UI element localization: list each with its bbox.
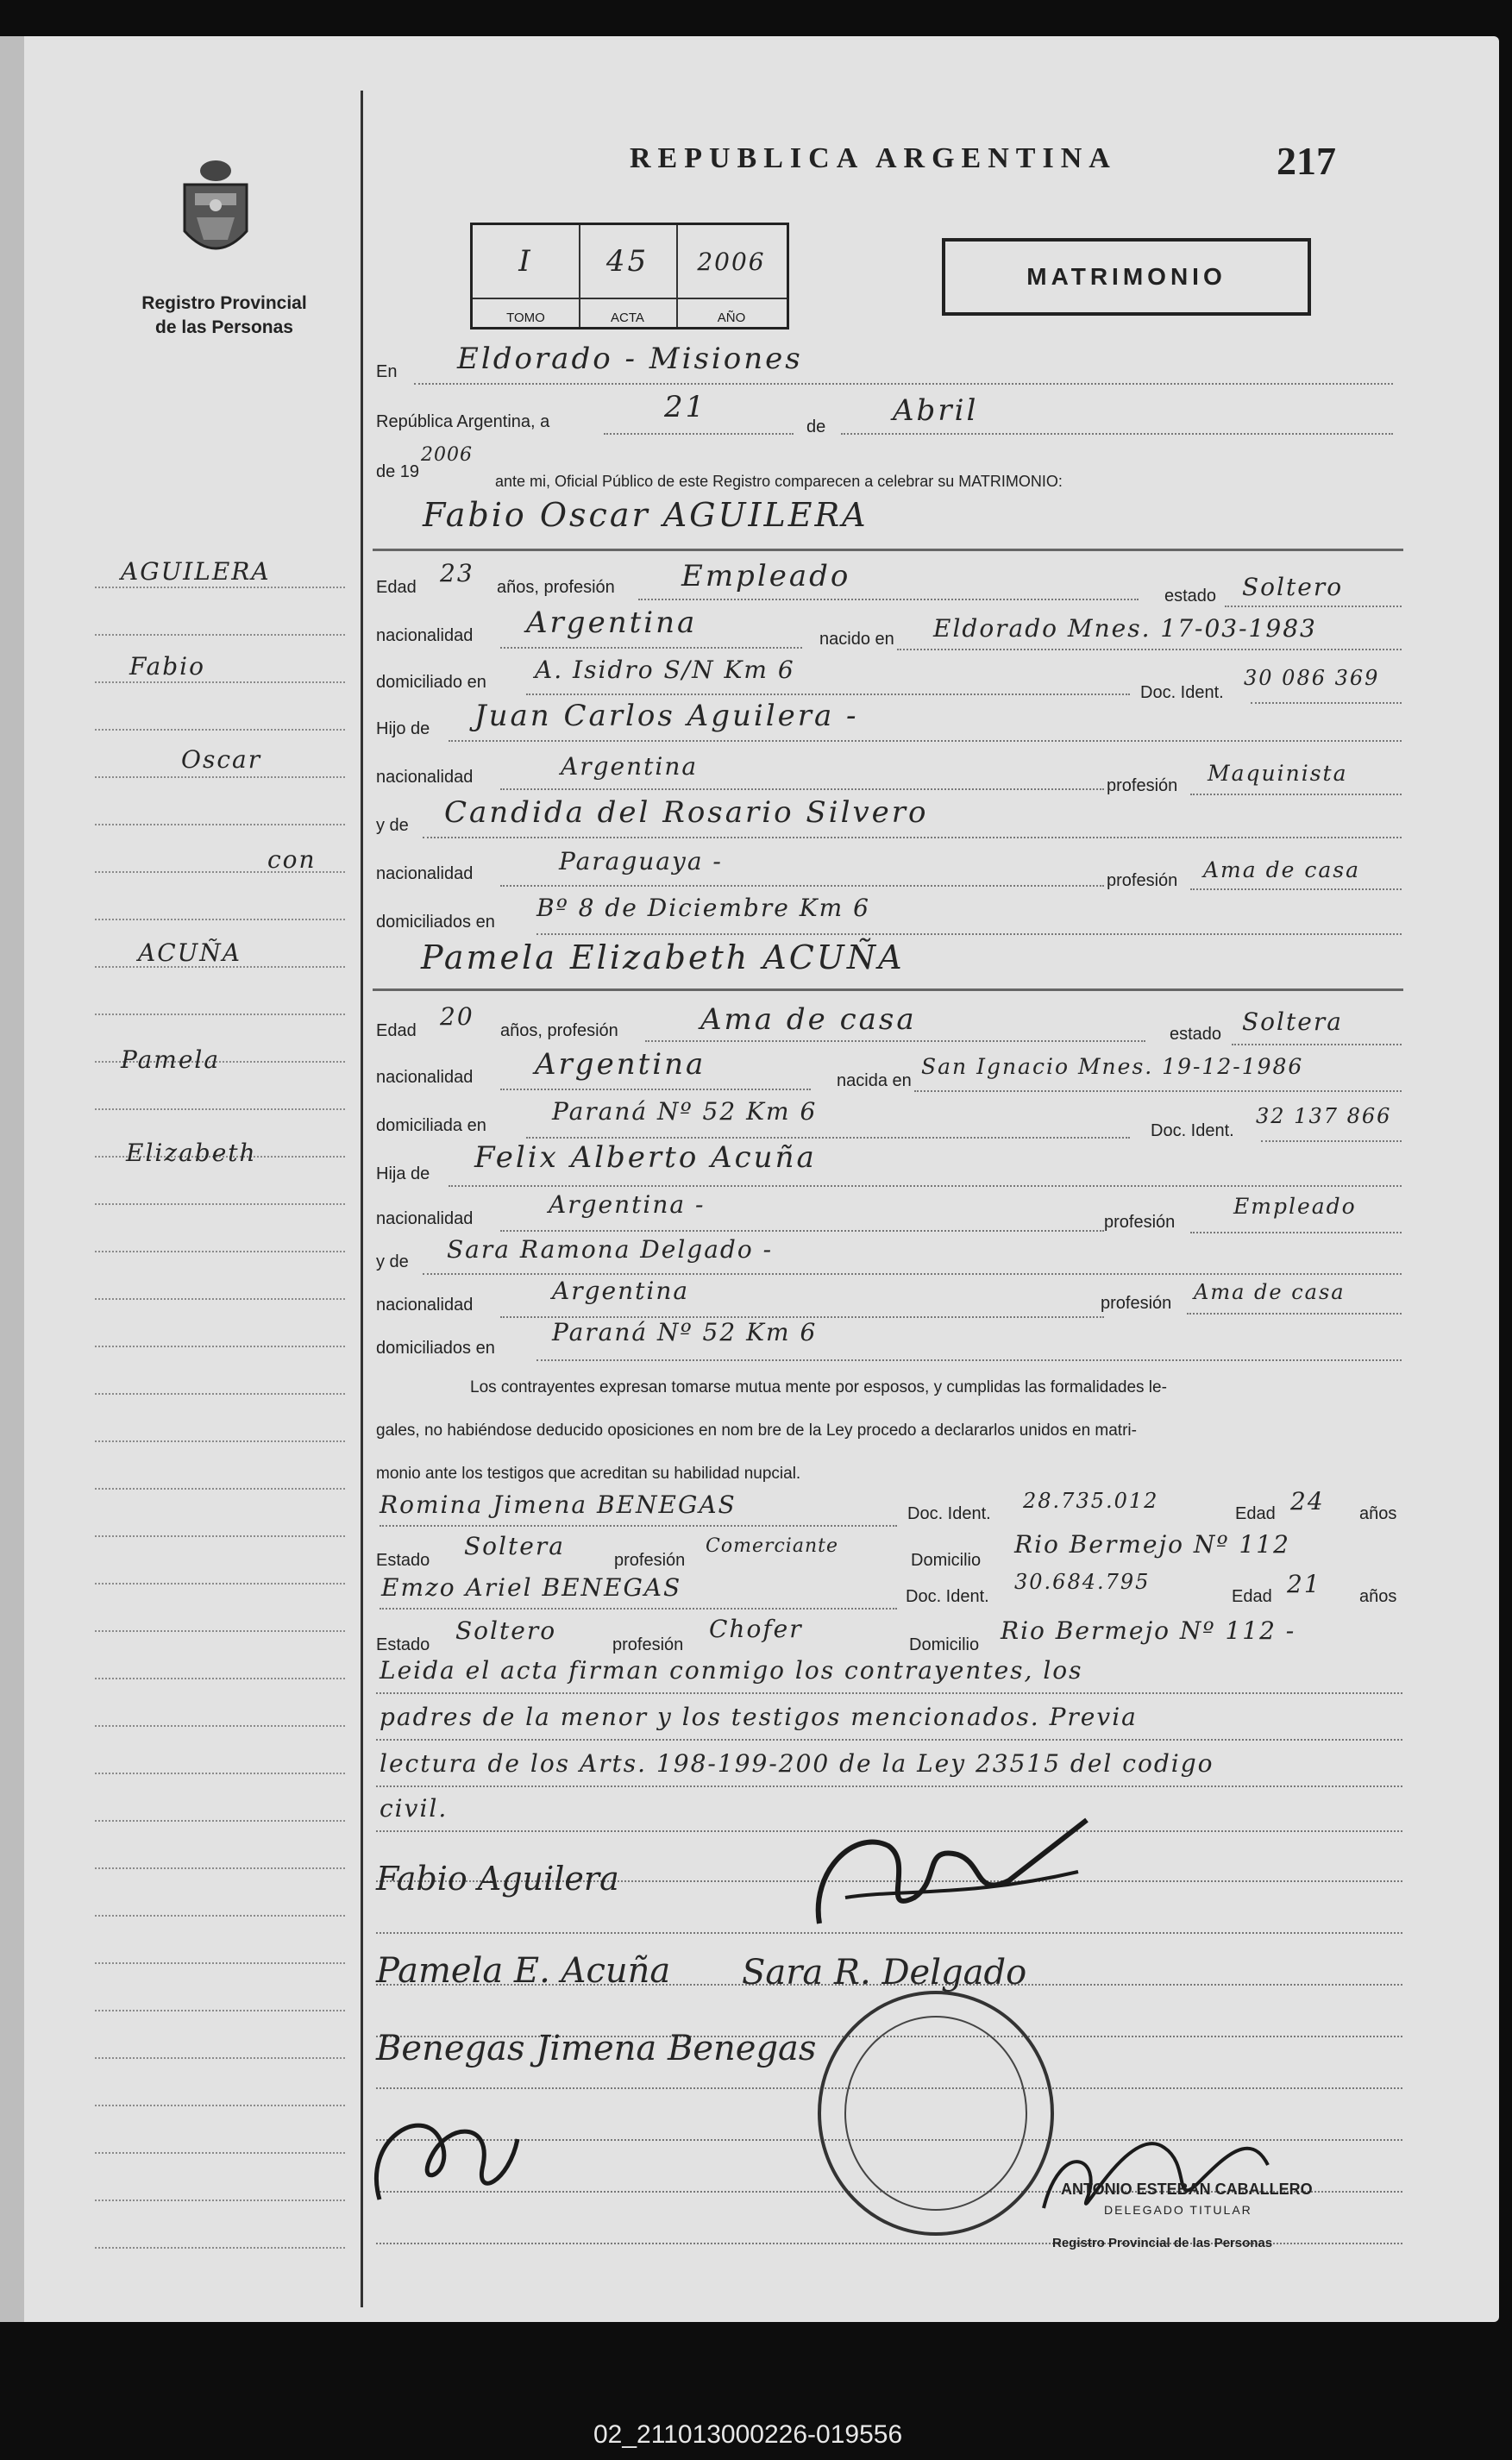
margin-rule-29 bbox=[95, 1915, 345, 1917]
tomo-cell bbox=[473, 225, 580, 327]
margin-rule-18 bbox=[95, 1393, 345, 1395]
groom-father-line bbox=[449, 740, 1402, 742]
margin-rule-3 bbox=[95, 681, 345, 683]
de-label: de bbox=[806, 417, 826, 436]
day-value: 21 bbox=[664, 390, 707, 424]
bride-fnat-line bbox=[500, 1230, 1104, 1232]
bride-fprof-line bbox=[1190, 1232, 1402, 1233]
groom-fprof-label: profesión bbox=[1107, 776, 1178, 795]
bride-signature: Pamela E. Acuña bbox=[376, 1951, 671, 1991]
margin-rule-30 bbox=[95, 1962, 345, 1964]
bride-dom-label: domiciliada en bbox=[376, 1116, 486, 1135]
bride-father-line bbox=[449, 1185, 1402, 1187]
groom-section-rule bbox=[373, 549, 1403, 551]
republica-label: República Argentina, a bbox=[376, 412, 550, 431]
bride-mother-nat: Argentina bbox=[552, 1277, 690, 1305]
coat-of-arms-icon bbox=[173, 154, 259, 266]
bride-mother-prof: Ama de casa bbox=[1194, 1280, 1346, 1304]
officer-signature-mark bbox=[794, 1794, 1104, 1941]
witness-1-line bbox=[380, 1525, 897, 1527]
witness-1-prof-label: profesión bbox=[614, 1551, 686, 1570]
witness-2-dom-label: Domicilio bbox=[909, 1635, 980, 1654]
groom-signature: Fabio Aguilera bbox=[376, 1860, 619, 1898]
witness-1-doc-label: Doc. Ident. bbox=[907, 1504, 991, 1523]
groom-estado-line bbox=[1225, 606, 1402, 607]
witness-1-doc: 28.735.012 bbox=[1023, 1489, 1159, 1513]
margin-rule-33 bbox=[95, 2105, 345, 2106]
acta-label: ACTA bbox=[611, 311, 644, 325]
bride-section-rule bbox=[373, 988, 1403, 991]
bride-age: 20 bbox=[440, 1002, 474, 1031]
box-divider bbox=[473, 298, 787, 299]
groom-father-prof: Maquinista bbox=[1208, 761, 1348, 786]
bride-mother: Sara Ramona Delgado - bbox=[447, 1235, 774, 1264]
witness-1-estado: Soltera bbox=[464, 1532, 565, 1560]
ano-cell bbox=[676, 225, 787, 327]
groom-yde-label: y de bbox=[376, 816, 409, 835]
bride-father-prof: Empleado bbox=[1233, 1194, 1357, 1219]
margin-rule-8 bbox=[95, 919, 345, 920]
groom-mnat-line bbox=[500, 885, 1104, 887]
bride-mother-line bbox=[423, 1273, 1402, 1275]
stamp-role: DELEGADO TITULAR bbox=[1104, 2203, 1252, 2217]
stamp-office: Registro Provincial de las Personas bbox=[1052, 2236, 1273, 2250]
witness-scribble-mark bbox=[345, 2087, 535, 2217]
margin-rule-15 bbox=[95, 1251, 345, 1252]
groom-parents-dom: Bº 8 de Diciembre Km 6 bbox=[536, 894, 870, 922]
year-prefix: de 19 bbox=[376, 462, 420, 481]
margin-rule-16 bbox=[95, 1298, 345, 1300]
ante-text: ante mi, Oficial Público de este Registro comparecen a celebrar su MATRIMONIO: bbox=[495, 473, 1063, 490]
year-value: 2006 bbox=[421, 444, 473, 466]
bride-nationality: Argentina bbox=[535, 1047, 706, 1082]
witness-2-estado-label: Estado bbox=[376, 1635, 430, 1654]
witness-1-age: 24 bbox=[1290, 1487, 1325, 1516]
groom-father-nat: Argentina bbox=[561, 752, 699, 781]
bride-profesion-label: años, profesión bbox=[500, 1021, 618, 1040]
groom-prof-line bbox=[638, 599, 1139, 600]
witness-1-domicilio: Rio Bermejo Nº 112 bbox=[1014, 1530, 1290, 1559]
groom-birthplace: Eldorado Mnes. 17-03-1983 bbox=[933, 614, 1317, 643]
witness-2-name: Emzo Ariel BENEGAS bbox=[381, 1573, 682, 1602]
file-id-label: 02_211013000226-019556 bbox=[593, 2420, 903, 2449]
bride-fnat-label: nacionalidad bbox=[376, 1209, 474, 1228]
bride-doc: 32 137 866 bbox=[1256, 1104, 1392, 1128]
groom-mnat-label: nacionalidad bbox=[376, 864, 474, 883]
acta-value: 45 bbox=[605, 244, 649, 279]
bride-estado-line bbox=[1232, 1044, 1402, 1045]
margin-rule-10 bbox=[95, 1013, 345, 1015]
bride-pdom-line bbox=[536, 1359, 1402, 1361]
bride-prof-line bbox=[645, 1040, 1145, 1042]
bride-profession: Ama de casa bbox=[700, 1002, 917, 1037]
margin-rule-12 bbox=[95, 1108, 345, 1110]
groom-dom-label: domiciliado en bbox=[376, 673, 486, 692]
margin-divider bbox=[361, 91, 363, 2307]
witness-2-anos-label: años bbox=[1359, 1587, 1397, 1606]
officer-stamp bbox=[1026, 2105, 1380, 2269]
note-rule-1 bbox=[376, 1692, 1402, 1694]
bride-mprof-line bbox=[1187, 1313, 1402, 1315]
witness-1-anos-label: años bbox=[1359, 1504, 1397, 1523]
witness-1-dom-label: Domicilio bbox=[911, 1551, 982, 1570]
groom-fnat-line bbox=[500, 788, 1104, 790]
margin-rule-22 bbox=[95, 1583, 345, 1585]
bride-mprof-label: profesión bbox=[1101, 1294, 1172, 1313]
margin-surname-groom: AGUILERA bbox=[121, 557, 271, 586]
month-value: Abril bbox=[893, 393, 979, 428]
note-rule-3 bbox=[376, 1785, 1402, 1787]
declaration-line-3: monio ante los testigos que acreditan su habilidad nupcial. bbox=[376, 1465, 801, 1483]
groom-birth-line bbox=[897, 649, 1402, 650]
margin-rule-6 bbox=[95, 824, 345, 825]
groom-edad-label: Edad bbox=[376, 578, 417, 597]
note-line-1: Leida el acta firman conmigo los contrayentes, los bbox=[380, 1656, 1083, 1685]
groom-doc-line bbox=[1251, 702, 1402, 704]
bride-father-nat: Argentina - bbox=[549, 1190, 706, 1219]
margin-middle-name-groom: Oscar bbox=[181, 745, 262, 774]
witness-1-edad-label: Edad bbox=[1235, 1504, 1276, 1523]
witness-2-estado: Soltero bbox=[455, 1616, 557, 1645]
bride-nac-label: nacionalidad bbox=[376, 1068, 474, 1087]
bride-pdom-label: domiciliados en bbox=[376, 1339, 495, 1358]
groom-doc-label: Doc. Ident. bbox=[1140, 683, 1224, 702]
margin-middle-name-bride: Elizabeth bbox=[126, 1139, 257, 1167]
margin-rule-36 bbox=[95, 2247, 345, 2249]
groom-mother: Candida del Rosario Silvero bbox=[444, 795, 929, 830]
margin-rule-28 bbox=[95, 1867, 345, 1869]
stamp-name: ANTONIO ESTEBAN CABALLERO bbox=[1061, 2181, 1313, 2198]
mother-signature: Sara R. Delgado bbox=[742, 1953, 1027, 1992]
day-line bbox=[604, 433, 794, 435]
margin-first-name-bride: Pamela bbox=[121, 1045, 221, 1074]
bride-nacida-label: nacida en bbox=[837, 1071, 912, 1090]
groom-mprof-line bbox=[1190, 888, 1402, 890]
ano-value: 2006 bbox=[697, 248, 766, 276]
groom-mother-prof: Ama de casa bbox=[1203, 857, 1360, 882]
bride-mnat-label: nacionalidad bbox=[376, 1296, 474, 1315]
declaration-line-1: Los contrayentes expresan tomarse mutua mente por esposos, y cumplidas las formalidades le- bbox=[470, 1378, 1167, 1396]
witnesses-signature: Benegas Jimena Benegas bbox=[376, 2029, 817, 2068]
bride-address: Paraná Nº 52 Km 6 bbox=[552, 1097, 818, 1126]
margin-rule-5 bbox=[95, 776, 345, 778]
bride-father: Felix Alberto Acuña bbox=[474, 1140, 817, 1175]
margin-rule-17 bbox=[95, 1346, 345, 1347]
registry-label: Registro Provincial de las Personas bbox=[141, 293, 307, 337]
bride-dom-line bbox=[526, 1137, 1130, 1139]
doc-type-box bbox=[942, 238, 1311, 316]
bride-hija-label: Hija de bbox=[376, 1164, 430, 1183]
note-line-3: lectura de los Arts. 198-199-200 de la Ley 23515 del codigo bbox=[380, 1749, 1214, 1778]
groom-father: Juan Carlos Aguilera - bbox=[474, 699, 859, 733]
note-line-2: padres de la menor y los testigos mencionados. Previa bbox=[380, 1703, 1138, 1731]
groom-profesion-label: años, profesión bbox=[497, 578, 615, 597]
place-value: Eldorado - Misiones bbox=[457, 342, 803, 376]
bride-doc-label: Doc. Ident. bbox=[1151, 1121, 1234, 1140]
groom-fprof-line bbox=[1190, 794, 1402, 795]
margin-rule-26 bbox=[95, 1773, 345, 1774]
margin-rule-32 bbox=[95, 2057, 345, 2059]
bride-birthplace: San Ignacio Mnes. 19-12-1986 bbox=[921, 1054, 1304, 1079]
groom-pdom-line bbox=[536, 933, 1402, 935]
groom-profession: Empleado bbox=[681, 559, 851, 593]
page-number: 217 bbox=[1277, 139, 1336, 183]
margin-rule-23 bbox=[95, 1630, 345, 1632]
witness-2-edad-label: Edad bbox=[1232, 1587, 1272, 1606]
binding-gutter bbox=[0, 36, 24, 2322]
groom-age: 23 bbox=[440, 559, 474, 587]
margin-rule-35 bbox=[95, 2200, 345, 2201]
groom-nac-label: nacionalidad bbox=[376, 626, 474, 645]
doc-type-label: MATRIMONIO bbox=[1026, 263, 1227, 290]
witness-2-profession: Chofer bbox=[709, 1615, 803, 1643]
place-line bbox=[414, 383, 1393, 385]
margin-rule-2 bbox=[95, 634, 345, 636]
witness-2-age: 21 bbox=[1287, 1570, 1321, 1598]
margin-rule-20 bbox=[95, 1488, 345, 1490]
groom-address: A. Isidro S/N Km 6 bbox=[535, 656, 795, 684]
witness-2-doc: 30.684.795 bbox=[1014, 1570, 1151, 1594]
margin-rule-21 bbox=[95, 1535, 345, 1537]
margin-con: con bbox=[267, 845, 317, 874]
groom-nacido-label: nacido en bbox=[819, 630, 894, 649]
bride-nac-line bbox=[500, 1089, 811, 1090]
note-rule-2 bbox=[376, 1739, 1402, 1741]
groom-mother-line bbox=[423, 837, 1402, 838]
tomo-value: I bbox=[518, 244, 533, 279]
groom-estado-label: estado bbox=[1164, 587, 1217, 606]
groom-pdom-label: domiciliados en bbox=[376, 913, 495, 932]
margin-rule-27 bbox=[95, 1820, 345, 1822]
groom-full-name: Fabio Oscar AGUILERA bbox=[423, 496, 869, 534]
margin-rule-1 bbox=[95, 587, 345, 588]
bride-full-name: Pamela Elizabeth ACUÑA bbox=[421, 938, 905, 976]
record-number-box bbox=[470, 223, 789, 329]
groom-doc: 30 086 369 bbox=[1244, 666, 1380, 690]
bride-fprof-label: profesión bbox=[1104, 1213, 1176, 1232]
bride-birth-line bbox=[914, 1090, 1402, 1092]
groom-mprof-label: profesión bbox=[1107, 871, 1178, 890]
bride-parents-dom: Paraná Nº 52 Km 6 bbox=[552, 1318, 818, 1346]
note-line-4: civil. bbox=[380, 1794, 449, 1823]
margin-rule-4 bbox=[95, 729, 345, 731]
groom-hijo-label: Hijo de bbox=[376, 719, 430, 738]
witness-2-doc-label: Doc. Ident. bbox=[906, 1587, 989, 1606]
margin-first-name-groom: Fabio bbox=[129, 652, 205, 681]
tomo-label: TOMO bbox=[506, 311, 545, 325]
witness-1-estado-label: Estado bbox=[376, 1551, 430, 1570]
month-line bbox=[841, 433, 1393, 435]
margin-rule-25 bbox=[95, 1725, 345, 1727]
declaration-line-2: gales, no habiéndose deducido oposiciones en nom bre de la Ley procedo a declararlos unidos en matri- bbox=[376, 1421, 1137, 1440]
bride-yde-label: y de bbox=[376, 1252, 409, 1271]
country-title: REPUBLICA ARGENTINA bbox=[630, 142, 1117, 174]
bride-estado: Soltera bbox=[1242, 1007, 1343, 1036]
groom-mother-nat: Paraguaya - bbox=[559, 847, 723, 875]
witness-2-line bbox=[380, 1608, 897, 1610]
witness-2-domicilio: Rio Bermejo Nº 112 - bbox=[1001, 1616, 1296, 1645]
groom-nationality: Argentina bbox=[526, 606, 698, 640]
witness-1-name: Romina Jimena BENEGAS bbox=[380, 1490, 737, 1519]
margin-rule-31 bbox=[95, 2010, 345, 2011]
en-label: En bbox=[376, 362, 398, 381]
ano-label: AÑO bbox=[717, 311, 746, 325]
margin-rule-19 bbox=[95, 1440, 345, 1442]
groom-fnat-label: nacionalidad bbox=[376, 768, 474, 787]
witness-1-profession: Comerciante bbox=[706, 1535, 838, 1557]
margin-rule-14 bbox=[95, 1203, 345, 1205]
bride-estado-label: estado bbox=[1170, 1025, 1222, 1044]
witness-2-prof-label: profesión bbox=[612, 1635, 684, 1654]
groom-dom-line bbox=[526, 693, 1130, 695]
groom-nac-line bbox=[500, 647, 802, 649]
bride-edad-label: Edad bbox=[376, 1021, 417, 1040]
margin-rule-24 bbox=[95, 1678, 345, 1679]
official-seal-icon bbox=[811, 1984, 1061, 2243]
groom-estado: Soltero bbox=[1242, 573, 1344, 601]
margin-rule-34 bbox=[95, 2152, 345, 2154]
bride-doc-line bbox=[1261, 1140, 1402, 1142]
acta-cell bbox=[579, 225, 678, 327]
margin-surname-bride: ACUÑA bbox=[138, 938, 242, 967]
